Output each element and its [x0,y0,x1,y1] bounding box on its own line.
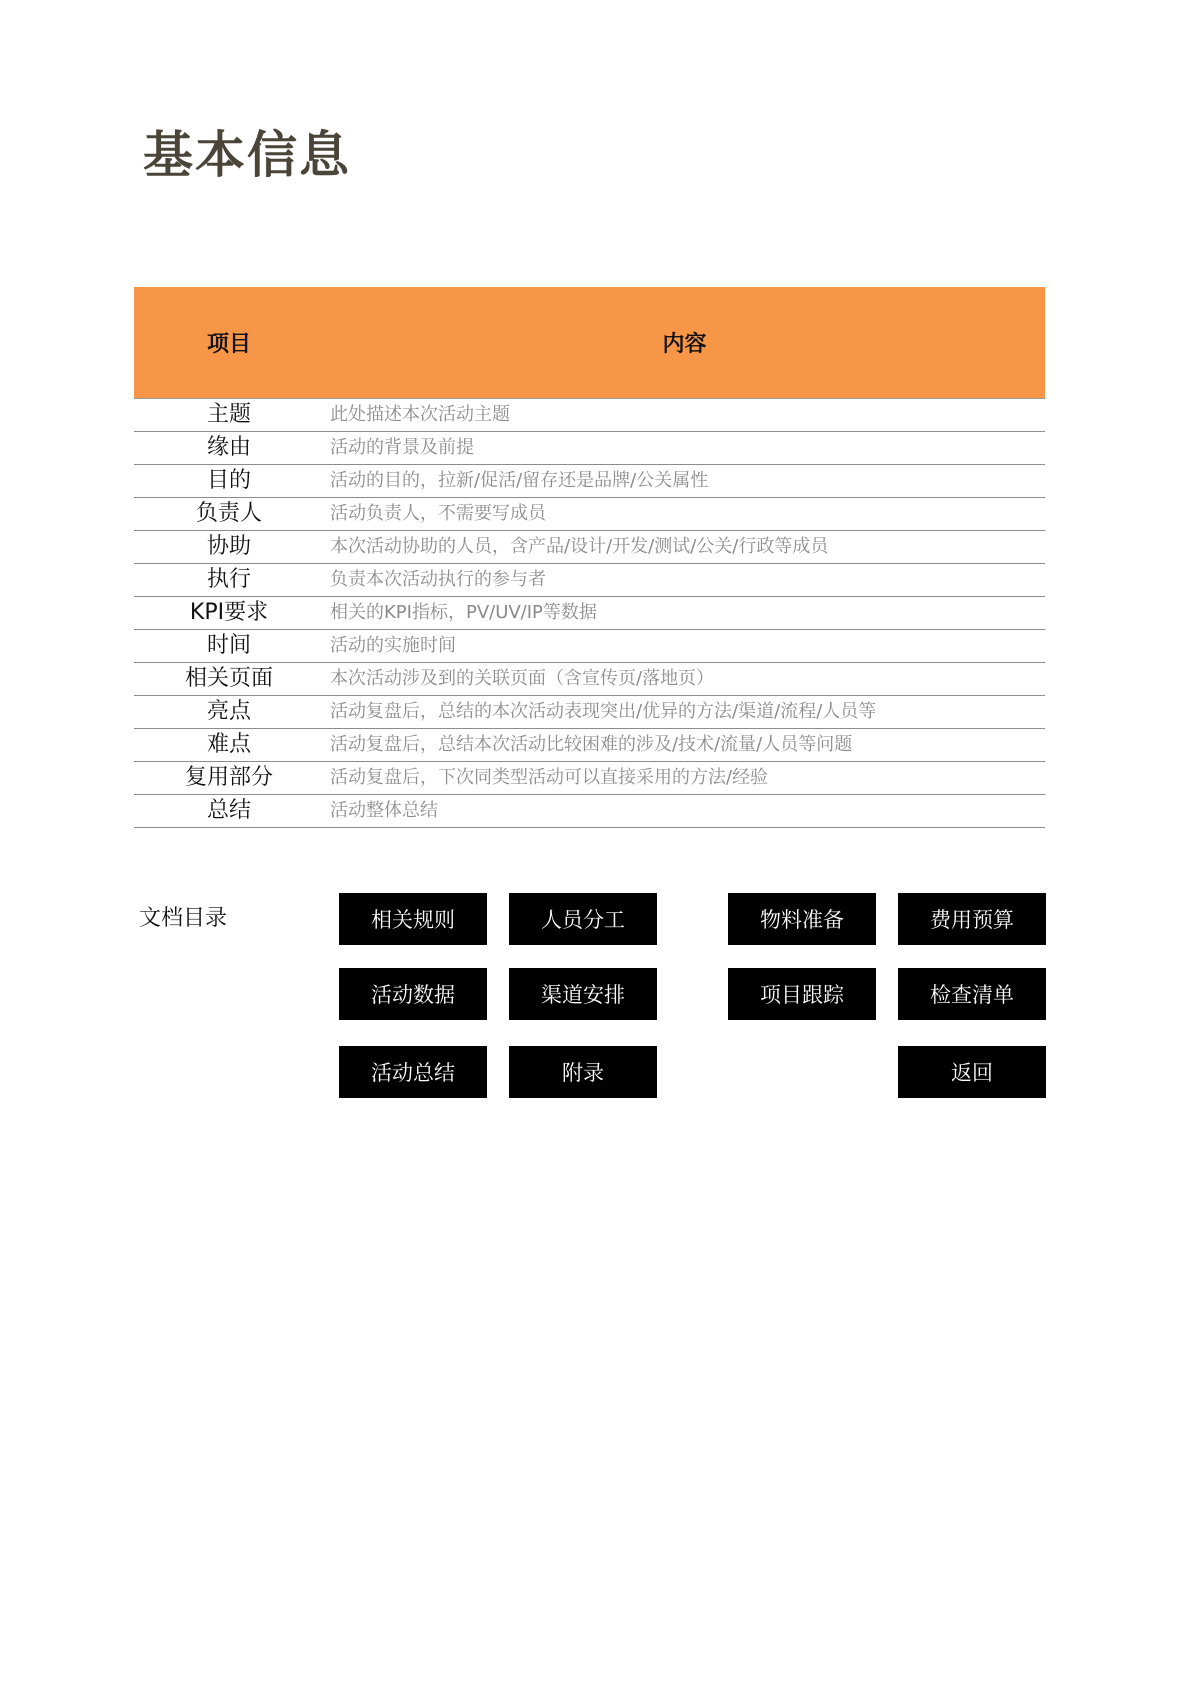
row-content: 本次活动涉及到的关联页面（含宣传页/落地页） [324,663,1045,696]
row-item: 缘由 [134,432,324,465]
row-content: 活动复盘后，总结本次活动比较困难的涉及/技术/流量/人员等问题 [324,729,1045,762]
table-row [134,399,1045,432]
summary-button[interactable]: 活动总结 [339,1046,487,1098]
table-row [134,597,1045,630]
budget-button[interactable]: 费用预算 [898,893,1046,945]
row-content: 负责本次活动执行的参与者 [324,564,1045,597]
table-row [134,663,1045,696]
table-row [134,498,1045,531]
table-row [134,795,1045,828]
row-content: 活动负责人，不需要写成员 [324,498,1045,531]
row-content: 活动的实施时间 [324,630,1045,663]
header-content: 内容 [324,287,1045,399]
checklist-button[interactable]: 检查清单 [898,968,1046,1020]
row-item: 目的 [134,465,324,498]
row-item: KPI要求 [134,597,324,630]
row-content: 本次活动协助的人员，含产品/设计/开发/测试/公关/行政等成员 [324,531,1045,564]
row-item: 协助 [134,531,324,564]
row-item: 总结 [134,795,324,828]
tracking-button[interactable]: 项目跟踪 [728,968,876,1020]
row-content: 此处描述本次活动主题 [324,399,1045,432]
rules-button[interactable]: 相关规则 [339,893,487,945]
back-button[interactable]: 返回 [898,1046,1046,1098]
page-title: 基本信息 [143,126,351,184]
table-row [134,762,1045,795]
table-row [134,696,1045,729]
row-item: 相关页面 [134,663,324,696]
row-content: 活动复盘后，下次同类型活动可以直接采用的方法/经验 [324,762,1045,795]
division-button[interactable]: 人员分工 [509,893,657,945]
table-row [134,531,1045,564]
row-item: 执行 [134,564,324,597]
toc-label: 文档目录 [139,906,228,931]
channels-button[interactable]: 渠道安排 [509,968,657,1020]
table-row [134,630,1045,663]
row-item: 主题 [134,399,324,432]
materials-button[interactable]: 物料准备 [728,893,876,945]
row-content: 相关的KPI指标，PV/UV/IP等数据 [324,597,1045,630]
header-item: 项目 [134,287,324,399]
table-header-row [134,287,1045,399]
row-content: 活动的目的，拉新/促活/留存还是品牌/公关属性 [324,465,1045,498]
row-content: 活动的背景及前提 [324,432,1045,465]
row-item: 复用部分 [134,762,324,795]
row-item: 时间 [134,630,324,663]
table-row [134,465,1045,498]
row-item: 负责人 [134,498,324,531]
table-row [134,564,1045,597]
activity-data-button[interactable]: 活动数据 [339,968,487,1020]
row-content: 活动复盘后，总结的本次活动表现突出/优异的方法/渠道/流程/人员等 [324,696,1045,729]
table-row [134,432,1045,465]
row-content: 活动整体总结 [324,795,1045,828]
row-item: 难点 [134,729,324,762]
appendix-button[interactable]: 附录 [509,1046,657,1098]
row-item: 亮点 [134,696,324,729]
table-row [134,729,1045,762]
info-table [134,287,1045,828]
